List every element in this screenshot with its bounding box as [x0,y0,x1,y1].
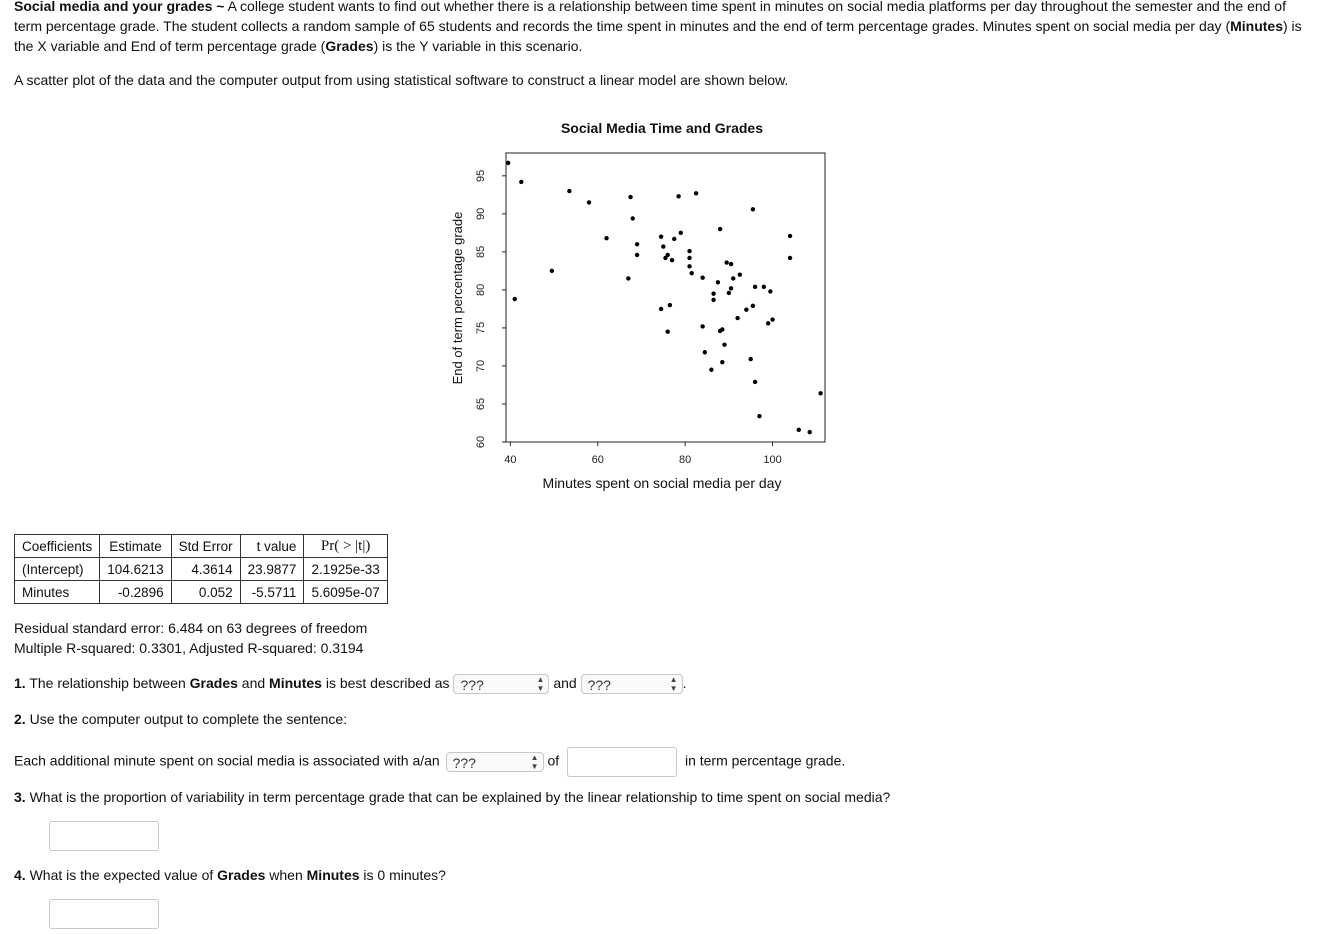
y-tick-label: 65 [475,397,487,411]
data-point [635,253,639,257]
intro-paragraph: Social media and your grades ~ A college student wants to find out whether there is a relationship between time spent in minutes on social media platforms per day throughout the semester and the end of term percentage grade. The student collects a random sample of 65 students and records the time spent in minutes and the end of term percentage grades. Minutes spent on social media per day (Minutes) is the X variable and End of term percentage grade (Grades) is the Y variable in this scenario. [14,0,1302,54]
plot-frame [506,153,825,442]
col-header-coefficients: Coefficients [15,535,100,558]
table-cell: 4.3614 [171,558,240,581]
data-point [720,327,724,331]
y-tick-label: 70 [475,359,487,373]
data-point [550,269,554,273]
residual-se-text: Residual standard error: 6.484 on 63 degrees of freedom [14,620,368,636]
data-point [519,180,523,184]
data-point [788,234,792,238]
table-cell: -5.5711 [240,581,304,604]
data-point [768,289,772,293]
question-2-sentence: Each additional minute spent on social media is associated with a/an ??? ▲ ▼ of in term percentage grade. [14,747,845,777]
x-tick-label: 100 [763,454,782,466]
table-header-row [15,535,388,558]
select-arrows-icon: ▲ ▼ [536,675,545,694]
data-point [687,264,691,268]
table-cell: 104.6213 [100,558,171,581]
data-point [635,242,639,246]
data-point [668,303,672,307]
data-point [751,207,755,211]
data-point [724,260,728,264]
x-tick-label: 40 [504,454,517,466]
data-point [687,256,691,260]
table-row [15,581,388,604]
y-tick-label: 85 [475,245,487,258]
q2-amount-input[interactable] [567,747,677,777]
data-point [716,280,720,284]
question-2: 2. Use the computer output to complete the sentence: [14,711,348,727]
select-arrows-icon: ▲ ▼ [530,753,539,771]
data-point [753,285,757,289]
scatter-note: A scatter plot of the data and the computer output from using statistical software to construct a linear model are shown below. [14,72,789,88]
data-point [808,430,812,434]
data-point [709,368,713,372]
data-point [506,161,510,165]
y-axis-label: End of term percentage grade [450,211,465,385]
question-3: 3. What is the proportion of variability in term percentage grade that can be explained by the linear relationship to time spent on social media? [14,789,891,805]
data-point [567,189,571,193]
data-point [513,297,517,301]
question-1: 1. The relationship between Grades and Minutes is best described as ??? ▲ ▼ and ??? ▲ ▼ . [14,675,687,694]
table-cell: 5.6095e-07 [304,581,387,604]
y-tick-label: 80 [475,283,487,297]
q2-change-select[interactable]: ??? ▲ ▼ [446,752,544,772]
table-cell: -0.2896 [100,581,171,604]
data-point [604,236,608,240]
data-point [753,380,757,384]
data-point [757,414,761,418]
data-point [670,258,674,262]
data-point [735,316,739,320]
x-tick-label: 60 [591,454,604,466]
data-point [711,291,715,295]
data-point [626,276,630,280]
data-point [665,330,669,334]
y-tick-label: 75 [475,321,487,335]
data-point [703,350,707,354]
data-point [690,271,694,275]
data-point [694,191,698,195]
y-tick-label: 90 [475,207,487,220]
r-squared-text: Multiple R-squared: 0.3301, Adjusted R-squared: 0.3194 [14,640,364,656]
col-header-t-value: t value [240,535,304,558]
data-point [788,256,792,260]
data-point [751,304,755,308]
data-point [722,342,726,346]
data-point [729,262,733,266]
table-cell: Minutes [15,581,100,604]
q3-answer-input[interactable] [49,821,159,851]
data-point [711,298,715,302]
data-point [720,360,724,364]
x-tick-label: 80 [679,454,692,466]
y-tick-label: 95 [475,169,487,182]
data-point [687,249,691,253]
q4-answer-input[interactable] [49,899,159,929]
data-point [718,227,722,231]
data-point [679,231,683,235]
problem-title: Social media and your grades ~ [14,0,225,14]
q1-strength-select[interactable]: ??? ▲ ▼ [581,674,683,694]
data-point [672,237,676,241]
data-point [729,286,733,290]
data-point [744,307,748,311]
data-point [700,324,704,328]
data-point [587,200,591,204]
data-point [770,317,774,321]
data-point [631,216,635,220]
q1-direction-select[interactable]: ??? ▲ ▼ [453,674,549,694]
data-point [766,321,770,325]
table-cell: 0.052 [171,581,240,604]
data-point [727,291,731,295]
data-point [659,307,663,311]
col-header-estimate: Estimate [100,535,171,558]
coefficients-table [14,534,388,604]
data-point [749,357,753,361]
data-point [818,391,822,395]
select-arrows-icon: ▲ ▼ [669,675,678,694]
question-4: 4. What is the expected value of Grades when Minutes is 0 minutes? [14,867,446,883]
scatter-plot [440,112,840,502]
data-point [700,276,704,280]
data-point [731,276,735,280]
table-row [15,558,388,581]
x-axis-label: Minutes spent on social media per day [542,475,782,491]
data-point [676,194,680,198]
table-cell: 2.1925e-33 [304,558,387,581]
table-cell: 23.9877 [240,558,304,581]
data-point [797,428,801,432]
data-point [762,285,766,289]
data-point [661,244,665,248]
y-tick-label: 60 [475,435,487,449]
col-header-p-value: Pr( > |t|) [304,535,387,558]
table-cell: (Intercept) [15,558,100,581]
col-header-std-error: Std Error [171,535,240,558]
data-point [738,272,742,276]
data-point [665,253,669,257]
chart-title: Social Media Time and Grades [560,120,764,136]
data-point [659,234,663,238]
data-point [628,195,632,199]
